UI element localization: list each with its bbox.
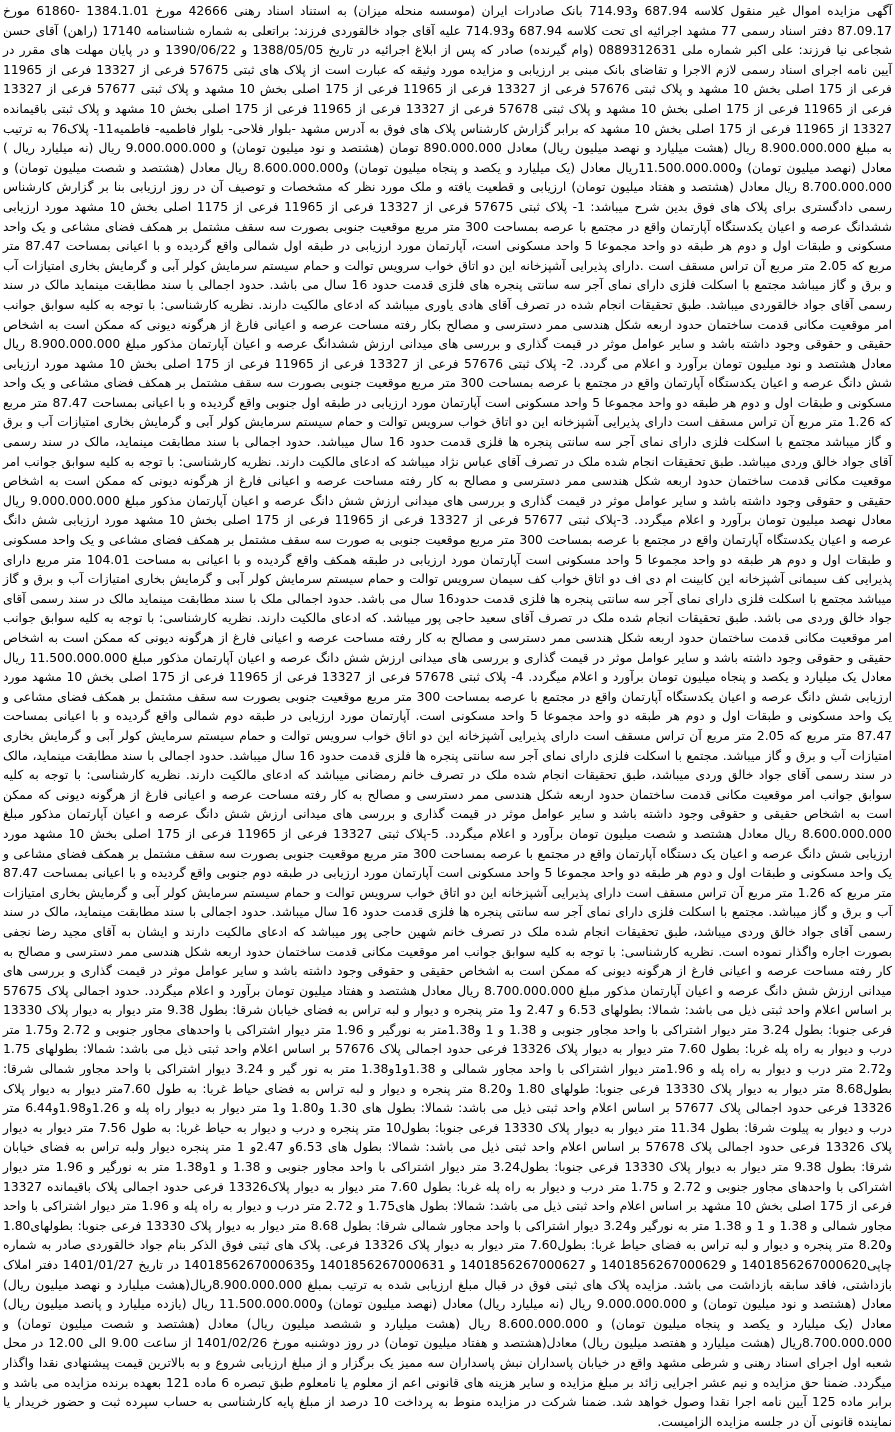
notice-body: آگهی مزایده اموال غیر منقول کلاسه 687.94 و714.93 بانک صادرات ایران (موسسه منحله میزان) به استناد اسناد رهنی 42666 مورخ 1384.1.01 -61860 مورخ 87.09.17 دفتر اسناد رسمی 77 مشهد اجرائیه ای تحت کلاسه 687.94 و714.93 علیه آقای جواد خالقوردی فرزند: براتعلی به شماره شناسنامه 17140 (راهن) آقای حسن شجاعی نیا فرزند: علی اکبر شماره ملی 0889312631 (وام گیرنده) صادر که پس از ابلاغ اجرائیه در تاریخ 1388/05/05 و 1390/06/22 و در پایان مهلت های مقرر در آیین نامه اجرای اسناد رسمی لازم الاجرا و تقاضای بانک مبنی بر ارزیابی و مزایده مورد وثیقه که عبارت است از پلاک های ثبتی 57675 فرعی از 13327 فرعی از 11965 فرعی از 175 اصلی بخش 10 مشهد و پلاک ثبتی 57676 فرعی از 13327 فرعی از 11965 فرعی از 175 اصلی بخش 10 مشهد و پلاک ثبتی 57677 فرعی از 13327 فرعی از 11965 فرعی از 175 اصلی بخش 10 مشهد و پلاک ثبتی 57678 فرعی از 13327 فرعی از 11965 فرعی از 175 اصلی بخش 10 مشهد و پلاک ثبتی باقیمانده 13327 از 11965 فرعی از 175 اصلی بخش 10 مشهد که برابر گزارش کارشناس پلاک های فوق به آدرس مشهد -بلوار فلاحی- بلوار فاطمیه- فاطمیه11- پلاک76 به ترتیب به مبلغ 8.900.000.000 ریال (هشت میلیارد و نهصد میلیون ریال) معادل 890.000.000 تومان (هشتصد و نود میلیون تومان) و 9.000.000.000 ریال (نه میلیارد ریال ) معادل (نهصد میلیون تومان) و11.500.000.000ریال معادل (یک میلیارد و یکصد و پنجاه میلیون تومان) و8.600.000.000 ریال معادل (هشتصد و شصت میلیون تومان) و 8.700.000.000 ریال معادل (هشتصد و هفتاد میلیون تومان) ارزیابی و قطعیت یافته و ملک مورد نظر که مشخصات و توصیف آن در روز ارزیابی بنا بر گزارش کارشناس رسمی دادگستری برای پلاک های فوق بدین شرح میباشد: 1- پلاک ثبتی 57675 فرعی از 13327 فرعی از 11965 فرعی از 1175 اصلی بخش 10 مشهد مورد ارزیابی ششدانگ عرصه و اعیان یکدستگاه آپارتمان واقع در مجتمع با عرصه بمساحت 300 متر مربع موقعیت جنوبی بصورت سه سقف مشتمل بر همکف فضای مشاعی و یک واحد مسکونی و طبقات اول و دوم هر طبقه دو واحد مجموعا 5 واحد مسکونی است، آپارتمان مورد ارزیابی در طبقه اول شمالی واقع گردیده و با اعیانی بمساحت 87.47 متر مربع که 2.05 متر مربع آن تراس مسقف است .دارای پذیرایی آشپزخانه این دو اتاق خواب سرویس توالت و حمام سیستم سرمایش کولر آبی و گرمایش بخاری امتیازات آب و برق و گاز میباشد مجتمع با اسکلت فلزی دارای نمای آجر سه سانتی پنجره های فلزی قدمت حدود 16 سال می باشد. حدود اجمالی با سند مطابقت مینماید مالک در سند رسمی آقای جواد خالقوردی میباشد. طبق تحقیقات انجام شده در تصرف آقای هادی یاوری میباشد که ادعای مالکیت دارند. نظریه کارشناسی: با توجه به کلیه سوابق جوانب امر موقعیت مکانی قدمت ساختمان حدود اربعه شکل هندسی ممر دسترسی و مصالح بکار رفته مساحت عرصه و اعیانی فارغ از هرگونه دیونی که ممکن است به اشخاص حقیقی و حقوقی وجود داشته باشد و سایر عوامل موثر در قیمت گذاری و بررسی های میدانی ارزش ششدانگ عرصه و اعیان آپارتمان مذکور مبلغ 8.900.000.000 ریال معادل هشتصد و نود میلیون تومان برآورد و اعلام می گردد. 2- پلاک ثبتی 57676 فرعی از 13327 فرعی از 11965 فرعی از 175 اصلی بخش 10 مشهد مورد ارزیابی شش دانگ عرصه و اعیان یکدستگاه آپارتمان واقع در مجتمع با عرصه بمساحت 300 متر مربع موقعیت جنوبی بصورت سه سقف مشتمل بر همکف فضای مشاعی و یک واحد مسکونی و طبقات اول و دوم هر طبقه دو واحد مجموعا 5 واحد مسکونی است آپارتمان مورد ارزیابی در طبقه اول جنوبی واقع گردیده و با اعیانی بمساحت 87.47 متر مربع که 1.26 متر مربع آن تراس مسقف است دارای پذیرایی آشپزخانه این دو اتاق خواب سرویس توالت و حمام سیستم سرمایش کولر آبی و گرمایش بخاری امتیازات آب و برق و گاز میباشد مجتمع با اسکلت فلزی دارای نمای آجر سه سانتی پنجره ها فلزی قدمت حدود 16 سال میباشد. حدود اجمالی با سند مطابقت مینماید، مالک در سند رسمی آقای جواد خالق وردی میباشد. طبق تحقیقات انجام شده ملک در تصرف آقای عباس نژاد میباشد که ادعای مالکیت دارند. نظریه کارشناسی: با توجه به کلیه سوابق جوانب امر موقعیت مکانی قدمت ساختمان حدود اربعه شکل هندسی ممر دسترسی و مصالح به کار رفته مساحت عرصه و اعیانی فارغ از هرگونه دیونی که ممکن است به اشخاص حقیقی و حقوقی وجود داشته باشد و سایر عوامل موثر در قیمت گذاری و بررسی های میدانی ارزش شش دانگ عرصه و اعیان آپارتمان مذکور مبلغ 9.000.000.000 ریال معادل نهصد میلیون تومان برآورد و اعلام میگردد. 3-پلاک ثبتی 57677 فرعی از 13327 فرعی از 11965 فرعی از 175 اصلی بخش 10 مشهد مورد ارزیابی شش دانگ عرصه و اعیان یکدستگاه آپارتمان واقع در مجتمع با عرصه بمساحت 300 متر مربع موقعیت جنوبی به صورت سه سقف مشتمل بر همکف فضای مشاعی و یک واحد مسکونی و طبقات اول و دوم هر طبقه دو واحد مجموعا 5 واحد مسکونی است آپارتمان مورد ارزیابی در طبقه همکف واقع گردیده و با اعیانی به مساحت 104.01 متر مربع دارای پذیرایی کف سیمانی آشپزخانه این کابینت ام دی اف دو اتاق خواب کف سیمان سرویس توالت و حمام سیستم سرمایش کولر آبی و گرمایش بخاری امتیازات آب و برق و گاز میباشد مجتمع با اسکلت فلزی دارای نمای آجر سه سانتی پنجره ها فلزی قدمت حدود16 سال می باشد. حدود اجمالی ملک با سند مطابقت مینماید مالک در سند رسمی آقای جواد خالق وردی می باشد. طبق تحقیقات انجام شده ملک در تصرف آقای سعید حاجی پور میباشد. که ادعای مالکیت دارند. نظریه کارشناسی: با توجه به کلیه سوابق جوانب امر موقعیت مکانی قدمت ساختمان حدود اربعه شکل هندسی ممر دسترسی و مصالح به کار رفته مساحت عرصه و اعیانی فارغ از هرگونه دیونی که ممکن است به اشخاص حقیقی و حقوقی وجود داشته باشد و سایر عوامل موثر در قیمت گذاری و بررسی های میدانی ارزش شش دانگ عرصه و اعیان آپارتمان مذکور مبلغ 11.500.000.000 ریال معادل یک میلیارد و یکصد و پنجاه میلیون تومان برآورد و اعلام میگردد. 4- پلاک ثبتی 57678 فرعی از 13327 فرعی از 11965 فرعی از 175 اصلی بخش 10 مشهد مورد ارزیابی شش دانگ عرصه و اعیان یکدستگاه آپارتمان واقع در مجتمع با عرصه بمساحت 300 متر مربع موقعیت جنوبی بصورت سه سقف مشتمل بر همکف فضای مشاعی و یک واحد مسکونی و طبقات اول و دوم هر طبقه دو واحد مجموعا 5 واحد مسکونی است. آپارتمان مورد ارزیابی در طبقه دوم شمالی واقع گردیده و با اعیانی بمساحت 87.47 متر مربع که 2.05 متر مربع آن تراس مسقف است دارای پذیرایی آشپزخانه این دو اتاق خواب سرویس توالت و حمام سیستم سرمایش کولر آبی و گرمایش بخاری امتیازات آب و برق و گاز میباشد. مجتمع با اسکلت فلزی دارای نمای آجر سه سانتی پنجره ها فلزی قدمت حدود 16 سال میباشد. حدود اجمالی با سند مطابقت مینماید، مالک در سند رسمی آقای جواد خالق وردی میباشد، طبق تحقیقات انجام شده ملک در تصرف خانم رمضانی میباشد که ادعای مالکیت دارند. نظریه کارشناسی: با توجه به کلیه سوابق جوانب امر موقعیت مکانی قدمت ساختمان حدود اربعه شکل هندسی ممر دسترسی و مصالح به کار رفته مساحت عرصه و اعیانی فارغ از هرگونه دیونی که ممکن است به اشخاص حقیقی و حقوقی وجود داشته باشد و سایر عوامل موثر در قیمت گذاری و بررسی های میدانی ارزش شش دانگ عرصه و اعیان آپارتمان مذکور مبلغ 8.600.000.000 ریال معادل هشتصد و شصت میلیون تومان برآورد و اعلام میگردد. 5-پلاک ثبتی 13327 فرعی از 11965 فرعی از 175 اصلی بخش 10 مشهد مورد ارزیابی شش دانگ عرصه و اعیان یک دستگاه آپارتمان واقع در مجتمع با عرصه بمساحت 300 متر مربع موقعیت جنوبی بصورت سه سقف مشتمل بر همکف فضای مشاعی و یک واحد مسکونی و طبقات اول و دوم هر طبقه دو واحد مجموعا 5 واحد مسکونی است آپارتمان مورد ارزیابی در طبقه دوم جنوبی واقع گردیده و با اعیانی بمساحت 87.47 متر مربع که 1.26 متر مربع آن تراس مسقف است دارای پذیرایی آشپزخانه این دو اتاق خواب سرویس توالت و حمام سیستم سرمایش کولر آبی و گرمایش بخاری امتیازات آب و برق و گاز میباشد. مجتمع با اسکلت فلزی دارای نمای آجر سه سانتی پنجره ها فلزی قدمت حدود 16 سال میباشد. حدود اجمالی با سند مطابقت مینماید، مالک در سند رسمی آقای جواد خالق وردی میباشد، طبق تحقیقات انجام شده ملک در تصرف خانم شهین حاجی پور میباشد که ادعای مالکیت دارند و ایشان به آقای مجید رضا نجفی بصورت اجاره واگذار نموده است. نظریه کارشناسی: با توجه به کلیه سوابق جوانب امر موقعیت مکانی قدمت ساختمان حدود اربعه شکل هندسی ممر دسترسی و مصالح به کار رفته مساحت عرصه و اعیانی فارغ از هرگونه دیونی که ممکن است به اشخاص حقیقی و حقوقی وجود داشته باشد و سایر عوامل موثر در قیمت گذاری و بررسی های میدانی ارزش شش دانگ عرصه و اعیان آپارتمان مذکور مبلغ 8.700.000.000 ریال معادل هشتصد و هفتاد میلیون تومان برآورد و اعلام میگردد. حدود اجمالی پلاک 57675 بر اساس اعلام واحد ثبتی ذیل می باشد: شمالا: بطولهای 6.53 و 2.47 و1 متر پنجره و دیوار و لبه تراس به فضای خیابان شرقا: بطول 9.38 متر دیوار به دیوار پلاک 13330 فرعی جنوبا: بطول 3.24 متر دیوار اشتراکی با واحد مجاور جنوبی و 1.38 و 1 و1.38متر به نورگیر و 1.96 متر دیوار اشتراکی با واحدهای مجاور جنوبی و 2.72 و1.75 متر درب و دیوار به راه پله غربا: بطول 7.60 متر دیوار به دیوار پلاک 13326 فرعی حدود اجمالی پلاک 57676 بر اساس اعلام واحد ثبتی ذیل می باشد: شمالا: بطولهای 1.75 و2.72 متر درب و دیوار به راه پله و 1.96متر دیوار اشتراکی با واحد مجاور شمالی و 1.38و1و1.38 متر به نور گیر و 3.24 دیوار اشتراکی با واحد مجاور شمالی شرقا: بطول8.68 متر دیوار به دیوار پلاک 13330 فرعی جنوبا: طولهای 1.80 و8.20 متر پنجره و دیوار و لبه تراس به فضای حیاط غربا: به طول 7.60متر دیوار به دیوار پلاک 13326 فرعی حدود اجمالی پلاک 57677 بر اساس اعلام واحد ثبتی ذیل می باشد: شمالا: بطول های 1.30 و1.80 و1 متر دیوار به دیوار راه پله و 1.26و1.98و6.44 متر درب و دیوار به پیلوت شرقا: بطول 11.34 متر دیوار به دیوار پلاک 13330 فرعی جنوبا: بطول10 متر پنجره و درب و دیوار به حیاط غربا: به طول 7.56 متر دیوار به دیوار پلاک 13326 فرعی حدود اجمالی پلاک 57678 بر اساس اعلام واحد ثبتی ذیل می باشد: شمالا: بطول های 6.53و 2.47و 1 متر پنجره دیوار ولبه تراس به فضای خیابان شرقا: بطول 9.38 متر دیوار به دیوار پلاک 13330 فرعی جنوبا: بطول3.24 متر دیوار اشتراکی با واحد مجاور جنوبی و 1.38 و 1و1.38 متر به نورگیر و 1.96 متر دیوار اشتراکی با واحدهای مجاور جنوبی و 2.72 و 1.75 متر درب و دیوار به راه پله غربا: بطول 7.60 متر دیوار به دیوار پلاک13326 فرعی حدود اجمالی پلاک باقیمانده 13327 فرعی از 175 اصلی بخش 10 مشهد بر اساس اعلام واحد ثبتی ذیل می باشد: شمالا: بطول های1.75 و 2.72 متر درب و دیوار به راه پله و 1.96 متر دیوار اشتراکی با واحد مجاور شمالی و 1.38 و 1 و 1.38 متر به نورگیر و3.24 دیوار اشتراکی با واحد مجاور شمالی شرقا: بطول 8.68 متر دیوار به دیوار پلاک 13330 فرعی جنوبا: بطولهای1.80 و8.20 متر پنجره و دیوار و لبه تراس به فضای حیاط غربا: بطول7.60 متر دیوار به دیوار پلاک 13326 فرعی. پلاک های ثبتی فوق الذکر بنام جواد خالقوردی صادر به شماره چاپی1401856267000620 و 1401856267000629 و 1401856267000627 و 1401856267000631 و1401856267000635 در تاریخ 1401/01/27 دفتر املاک بازداشتی، فاقد سابقه بازداشت می باشد. مزایده پلاک های ثبتی فوق در قبال مبلغ ارزیابی شده به ترتیب بمبلغ 8.900.000.000ریال(هشت میلیارد و نهصد میلیون ریال) معادل (هشتصد و نود میلیون تومان) و 9.000.000.000 ریال (نه میلیارد ریال) معادل (نهصد میلیون تومان) و11.500.000.000 ریال (یازده میلیارد و پانصد میلیون ریال) معادل (یک میلیارد و یکصد و پنجاه میلیون تومان) و 8.600.000.000 ریال (هشت میلیارد و ششصد میلیون ریال) معادل (هشتصد و شصت میلیون تومان) و 8.700.000.000ریال (هشت میلیارد و هفتصد میلیون ریال) معادل(هشتصد و هفتاد میلیون تومان) در روز دوشنبه مورخ 1401/02/26 از ساعت 9.00 الی 12.00 در محل شعبه اول اجرای اسناد رهنی و شرطی مشهد واقع در خیابان پاسداران نبش پاسداران سه ممیز یک برگزار و از مبلغ ارزیابی شروع و به بالاترین قیمت پیشنهادی نقدا واگذار میگردد. ضمنا حق مزایده و نیم عشر اجرایی زائد بر مبلغ مزایده و سایر هزینه های قانونی اعم از معلوم یا نامعلوم طبق تبصره 6 ماده 121 بعهده برنده مزایده می باشد و برابر ماده 125 آیین نامه اجرا نقدا وصول خواهد شد. ضمنا شرکت در مزایده منوط به پرداخت 10 درصد از مبلغ پایه کارشناسی به حساب سپرده ثبت و حضور خریدار یا نماینده قانونی آن در جلسه مزایده الزامیست. [3, 4, 893, 1429]
